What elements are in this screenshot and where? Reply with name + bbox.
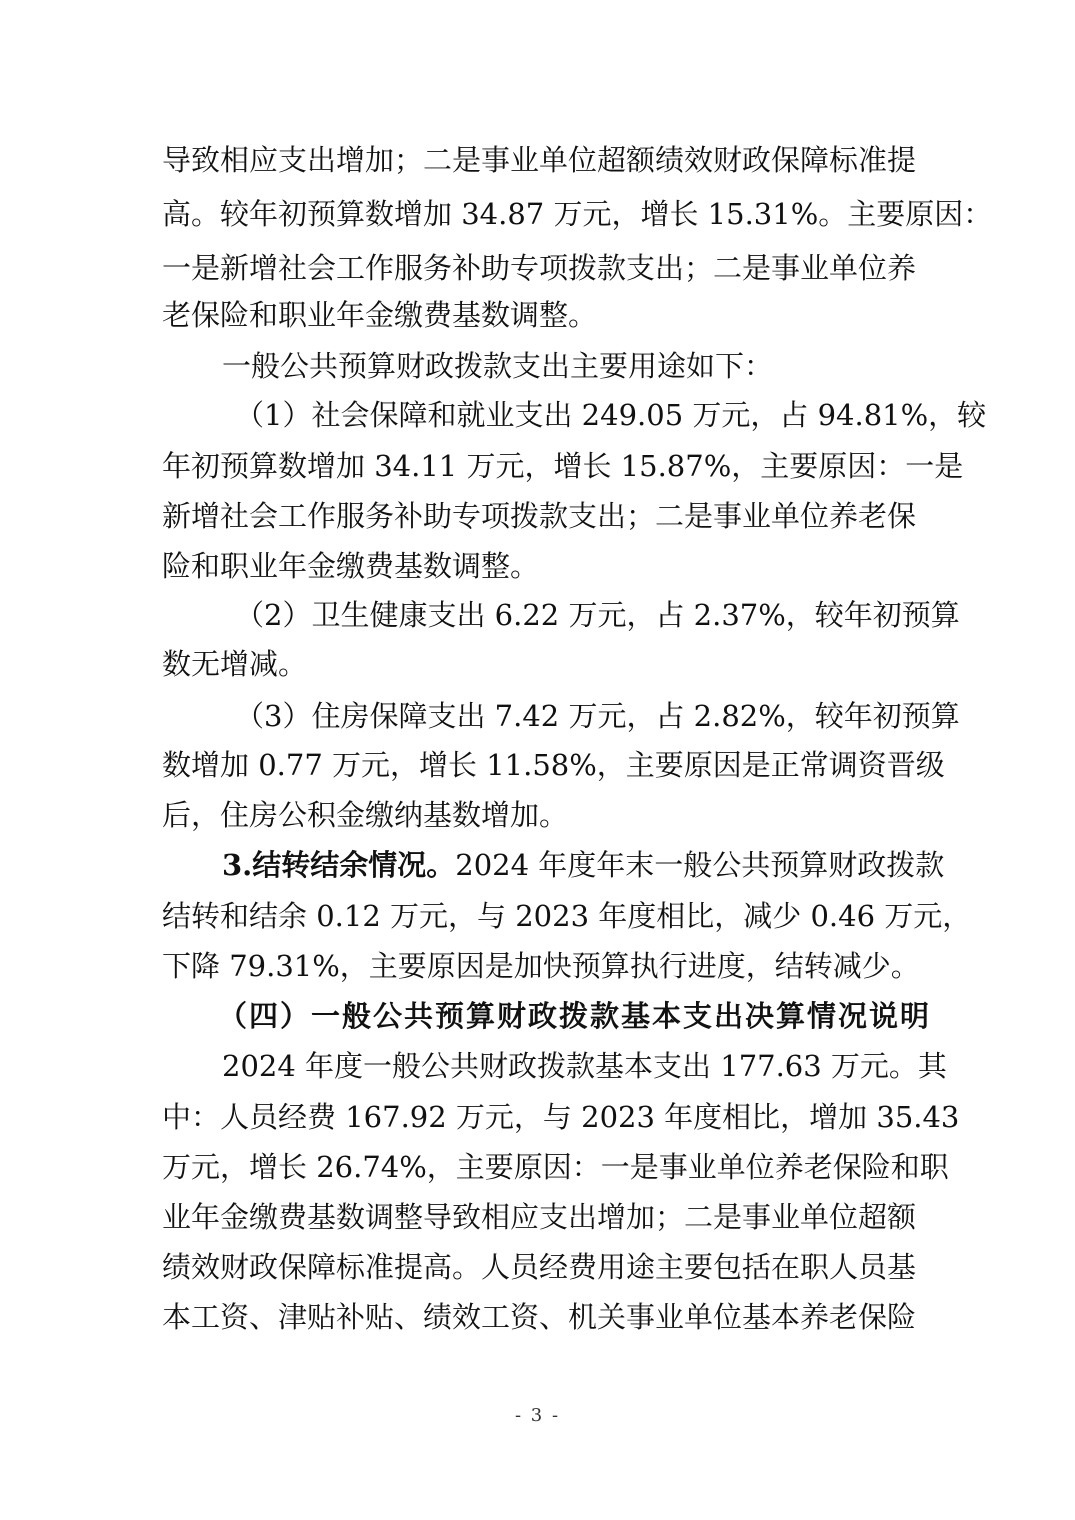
- paragraph-line: 绩效财政保障标准提高。人员经费用途主要包括在职人员基: [162, 1250, 917, 1284]
- list-item-social-security: （1）社会保障和就业支出 249.05 万元，占 94.81%，较: [235, 398, 987, 432]
- paragraph-line: 业年金缴费基数调整导致相应支出增加；二是事业单位超额: [162, 1200, 917, 1234]
- paragraph-line: 数无增减。: [162, 647, 308, 681]
- paragraph-line: 年初预算数增加 34.11 万元，增长 15.87%，主要原因：一是: [162, 449, 964, 483]
- paragraph-line: 老保险和职业年金缴费基数调整。: [162, 298, 598, 332]
- paragraph-line: 一是新增社会工作服务补助专项拨款支出；二是事业单位养: [162, 251, 917, 285]
- paragraph-line: 本工资、津贴补贴、绩效工资、机关事业单位基本养老保险: [162, 1300, 917, 1334]
- section-3-text: 2024 年度年末一般公共预算财政拨款: [455, 848, 945, 882]
- paragraph-line: 险和职业年金缴费基数调整。: [162, 549, 540, 583]
- paragraph-line: 数增加 0.77 万元，增长 11.58%，主要原因是正常调资晋级: [162, 748, 945, 782]
- page-number: - 3 -: [514, 1405, 561, 1426]
- section-4-heading: （四）一般公共预算财政拨款基本支出决算情况说明: [218, 999, 932, 1033]
- paragraph-line: 后，住房公积金缴纳基数增加。: [162, 798, 569, 832]
- section-3-title: 3.结转结余情况。: [222, 848, 456, 882]
- paragraph-line: 一般公共预算财政拨款支出主要用途如下：: [222, 349, 774, 383]
- paragraph-line: 结转和结余 0.12 万元，与 2023 年度相比，减少 0.46 万元，: [162, 899, 972, 933]
- paragraph-line: 导致相应支出增加；二是事业单位超额绩效财政保障标准提: [162, 143, 917, 177]
- section-3-line: [222, 838, 945, 892]
- list-item-health: （2）卫生健康支出 6.22 万元，占 2.37%，较年初预算: [235, 598, 960, 632]
- list-item-housing: （3）住房保障支出 7.42 万元，占 2.82%，较年初预算: [235, 699, 960, 733]
- paragraph-line: 万元，增长 26.74%，主要原因：一是事业单位养老保险和职: [162, 1150, 949, 1184]
- paragraph-line: 新增社会工作服务补助专项拨款支出；二是事业单位养老保: [162, 499, 917, 533]
- paragraph-line: 下降 79.31%，主要原因是加快预算执行进度，结转减少。: [162, 949, 920, 983]
- paragraph-line: 中：人员经费 167.92 万元，与 2023 年度相比，增加 35.43: [162, 1100, 960, 1134]
- paragraph-line: 2024 年度一般公共财政拨款基本支出 177.63 万元。其: [222, 1049, 947, 1083]
- paragraph-line: 高。较年初预算数增加 34.87 万元，增长 15.31%。主要原因：: [162, 197, 993, 231]
